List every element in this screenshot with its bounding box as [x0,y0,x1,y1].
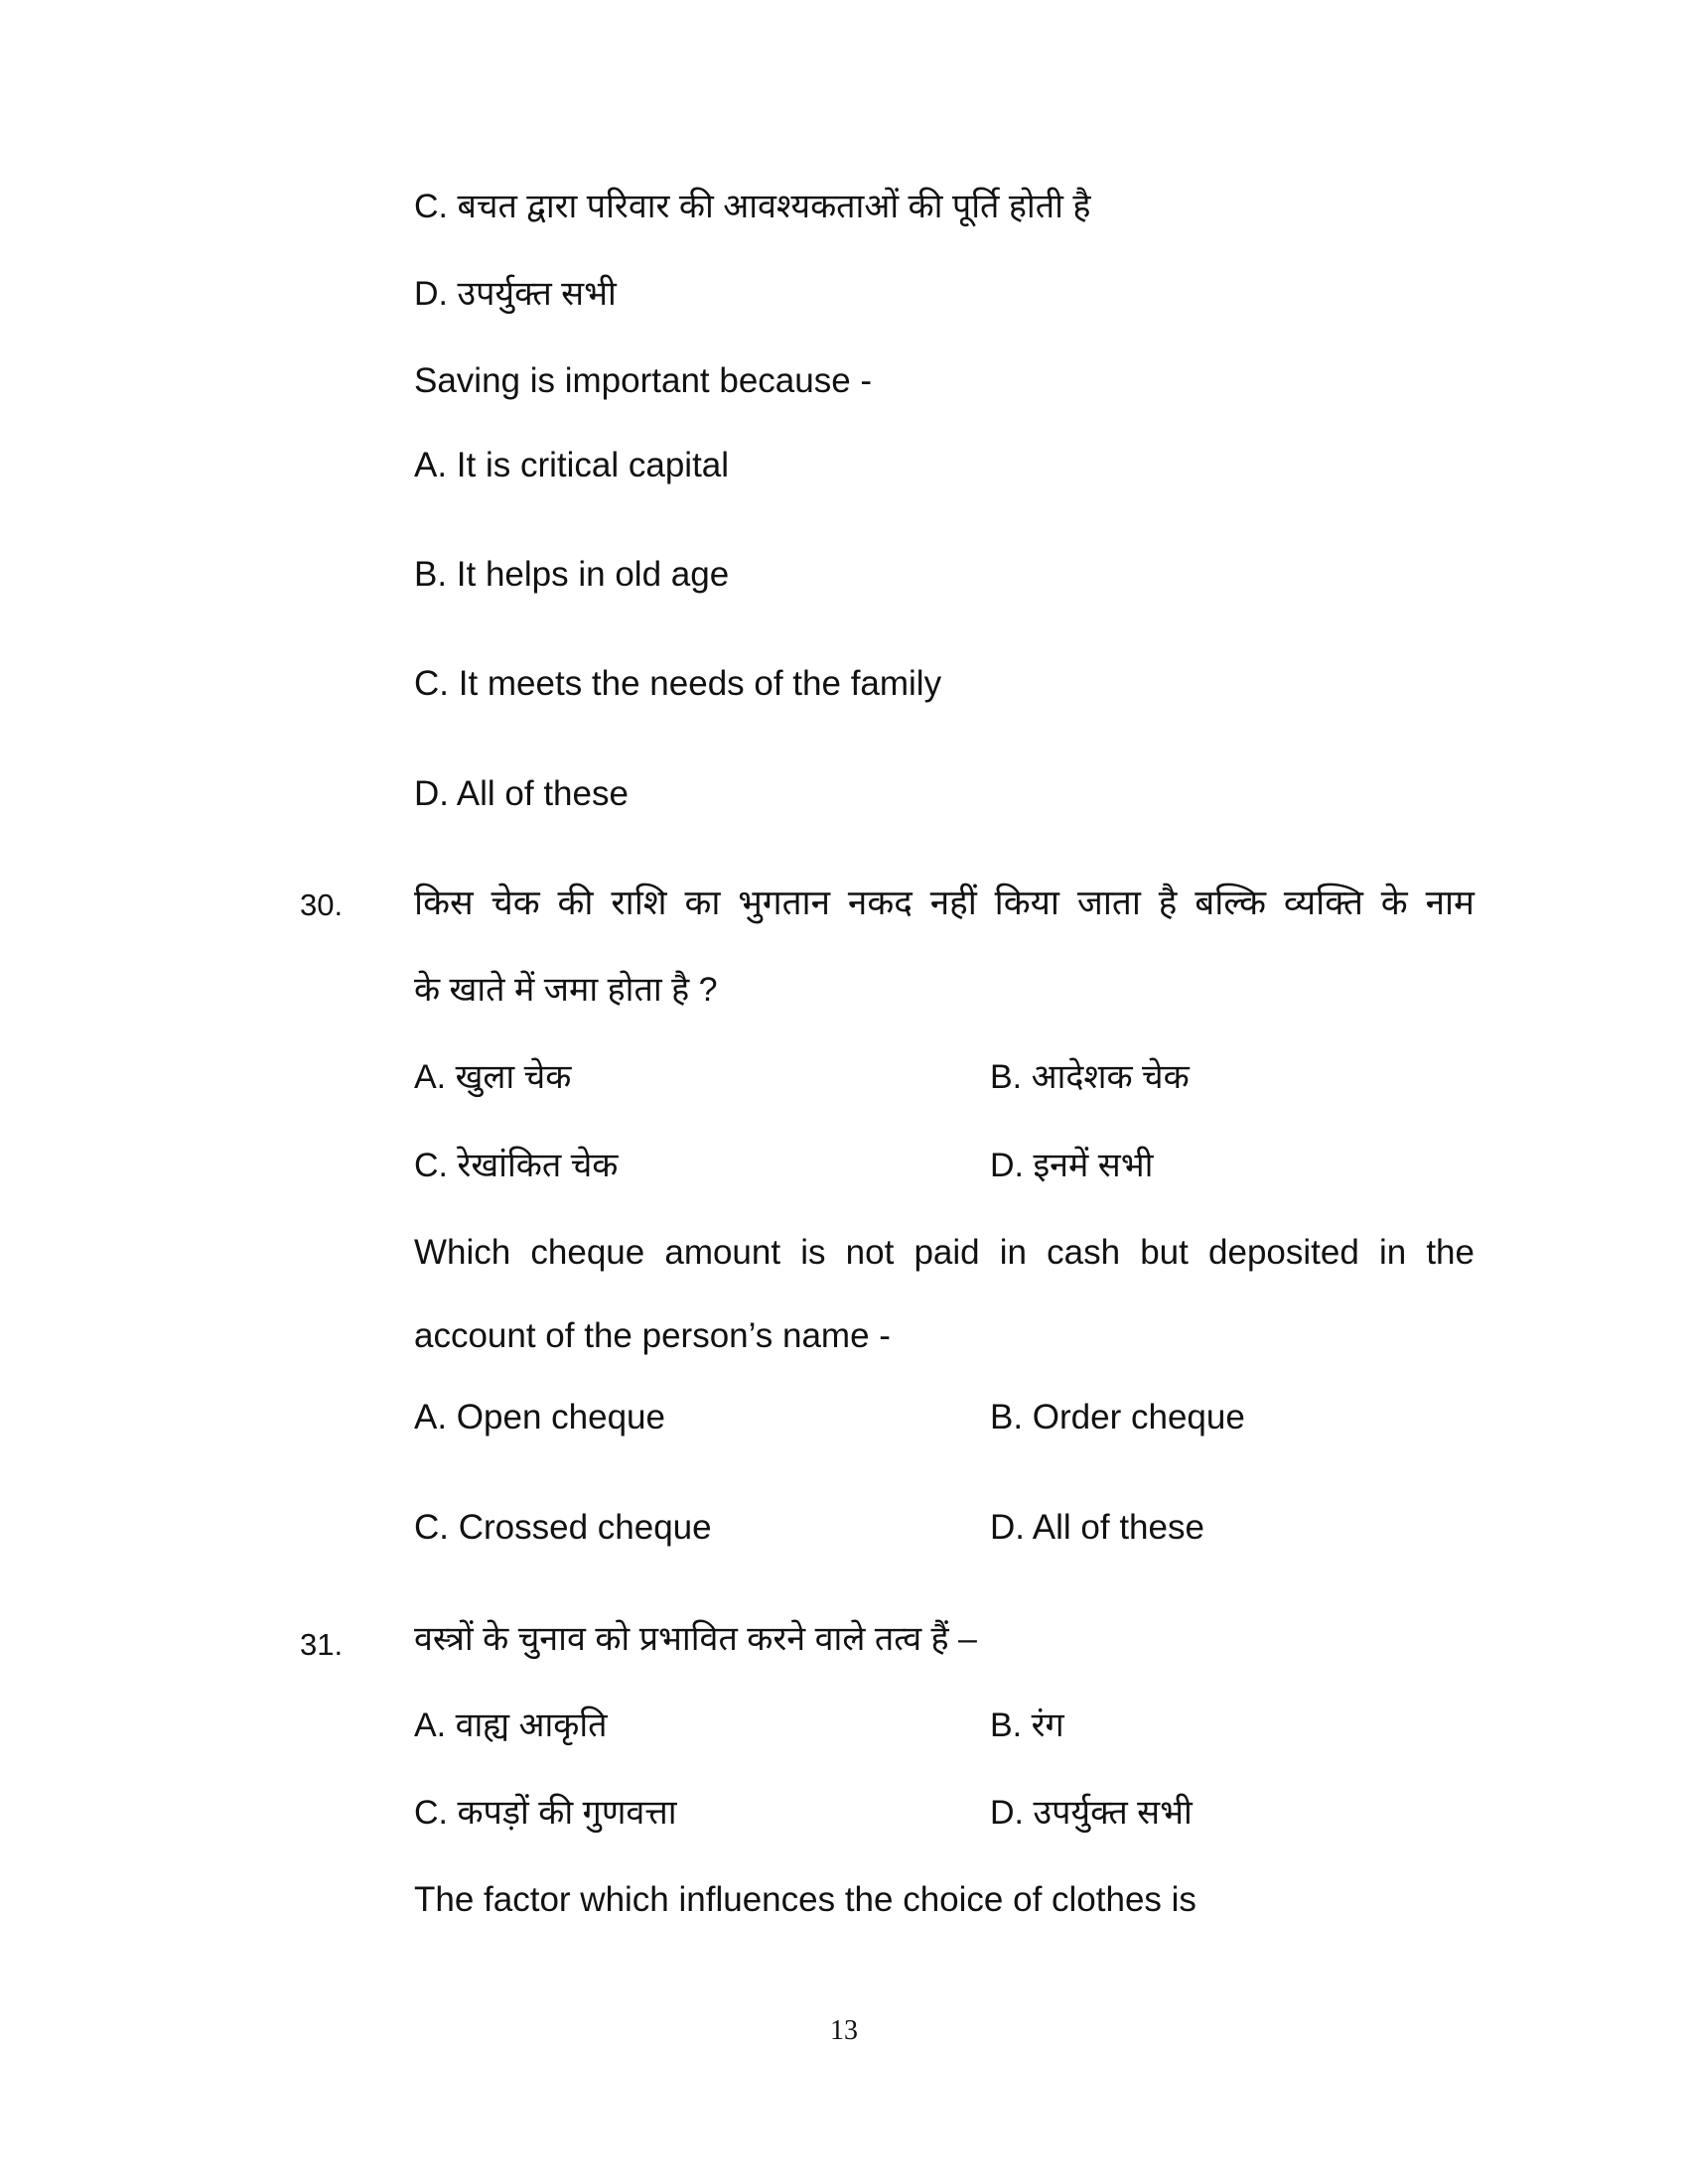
q30-hindi-question-line1: किस चेक की राशि का भुगतान नकद नहीं किया जाता है बल्कि व्यक्ति के नाम [414,884,1475,922]
page-number: 13 [830,2015,858,2046]
q29-english-option-d: D. All of these [414,774,629,813]
q30-hindi-option-b: B. आदेशक चेक [990,1058,1190,1096]
q31-hindi-option-d: D. उपर्युक्त सभी [990,1794,1193,1832]
q30-english-option-d: D. All of these [990,1508,1204,1547]
q30-english-option-c: C. Crossed cheque [414,1508,712,1547]
q31-hindi-option-a: A. वाह्य आकृति [414,1706,608,1744]
q31-hindi-option-b: B. रंग [990,1706,1064,1744]
q31-hindi-option-c: C. कपड़ों की गुणवत्ता [414,1794,677,1832]
q30-english-option-a: A. Open cheque [414,1398,665,1436]
q29-hindi-option-d: D. उपर्युक्त सभी [414,275,617,313]
q29-hindi-option-c: C. बचत द्वारा परिवार की आवश्यकताओं की पूर्ति होती है [414,188,1091,225]
q31-number: 31. [300,1627,344,1662]
q29-english-option-a: A. It is critical capital [414,446,730,484]
q30-english-question-line2: account of the person’s name - [414,1316,891,1355]
q30-english-question-line1: Which cheque amount is not paid in cash but deposited in the [414,1233,1475,1272]
q31-hindi-question: वस्त्रों के चुनाव को प्रभावित करने वाले तत्व हैं – [414,1620,977,1658]
q30-number: 30. [300,887,344,922]
q30-hindi-option-c: C. रेखांकित चेक [414,1147,619,1184]
q30-english-option-b: B. Order cheque [990,1398,1245,1436]
q29-english-option-b: B. It helps in old age [414,555,730,594]
q29-english-question: Saving is important because - [414,361,873,400]
q30-hindi-option-a: A. खुला चेक [414,1058,572,1096]
q31-english-question: The factor which influences the choice of clothes is [414,1880,1196,1919]
q30-hindi-option-d: D. इनमें सभी [990,1147,1154,1184]
q29-english-option-c: C. It meets the needs of the family [414,664,942,703]
q30-hindi-question-line2: के खाते में जमा होता है ? [414,971,718,1009]
